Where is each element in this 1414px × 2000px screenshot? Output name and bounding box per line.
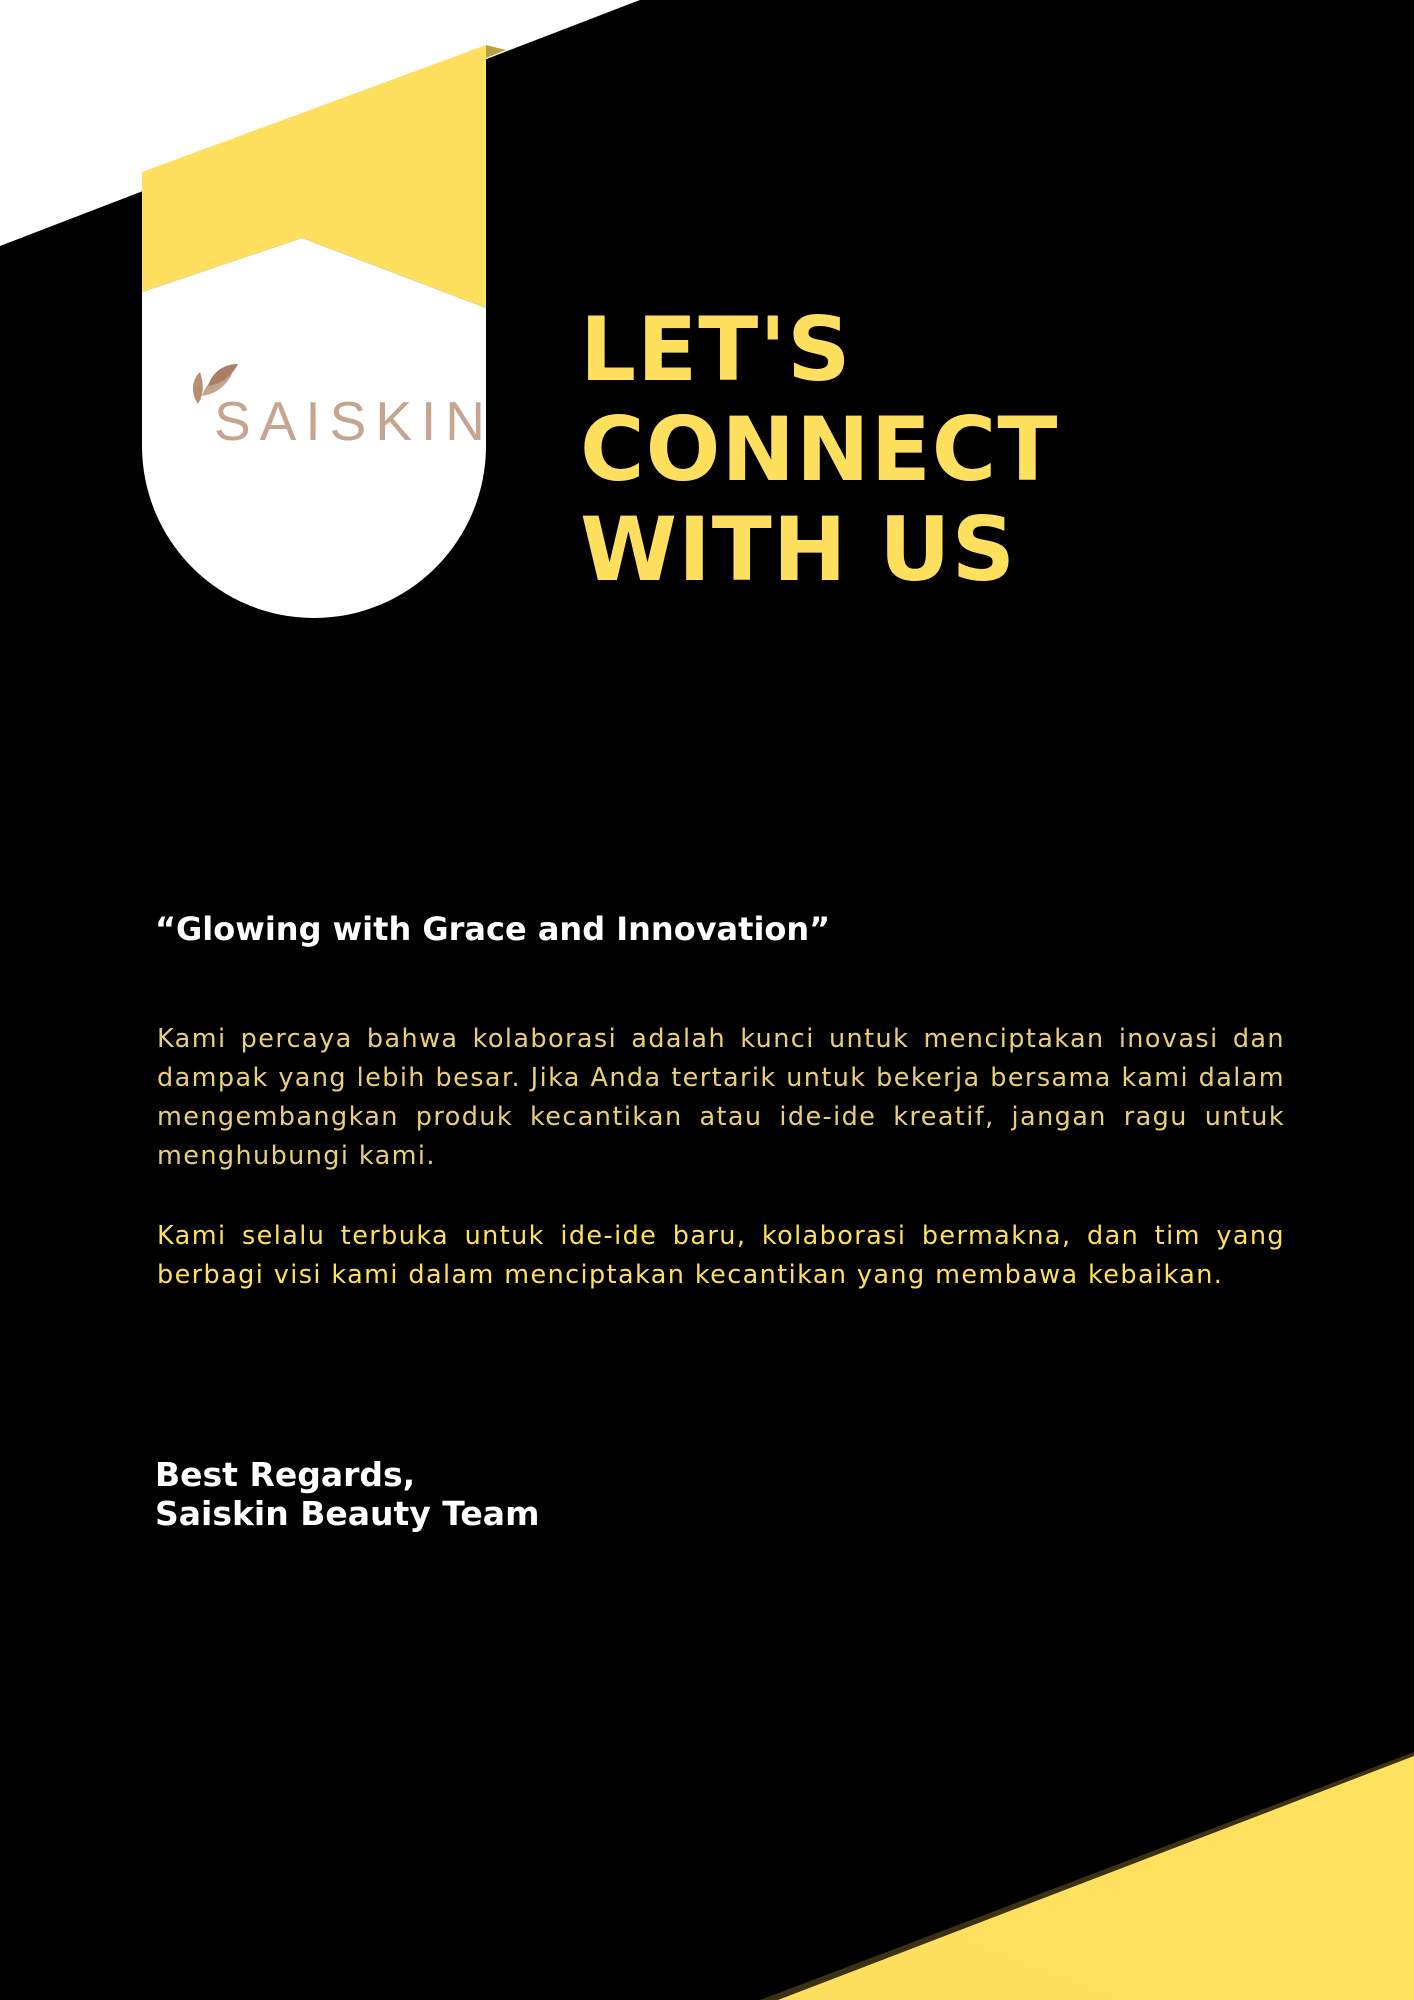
headline [580,300,1058,600]
saiskin-logo [168,364,495,484]
body-paragraph-2: Kami selalu terbuka untuk ide-ide baru, kolaborasi bermakna, dan tim yang berbagi visi kami dalam menciptakan kecantikan yang membawa kebaikan. [157,1221,1285,1290]
tagline: “Glowing with Grace and Innovation” [155,910,831,948]
logo-wordmark: SAISKIN [214,390,495,452]
headline-line-3: WITH US [580,498,1016,601]
headline-line-1: LET'S [580,298,852,401]
signoff-greeting: Best Regards, [155,1455,416,1494]
signoff [155,1455,539,1533]
headline-line-2: CONNECT [580,398,1059,501]
signoff-team: Saiskin Beauty Team [155,1494,540,1533]
body-paragraph-1: Kami percaya bahwa kolaborasi adalah kunci untuk menciptakan inovasi dan dampak yang lebih besar. Jika Anda tertarik untuk bekerja bersama kami dalam mengembangkan produk kecantikan atau ide-ide kreatif, jangan ragu untuk menghubungi kami. [157,1024,1285,1171]
